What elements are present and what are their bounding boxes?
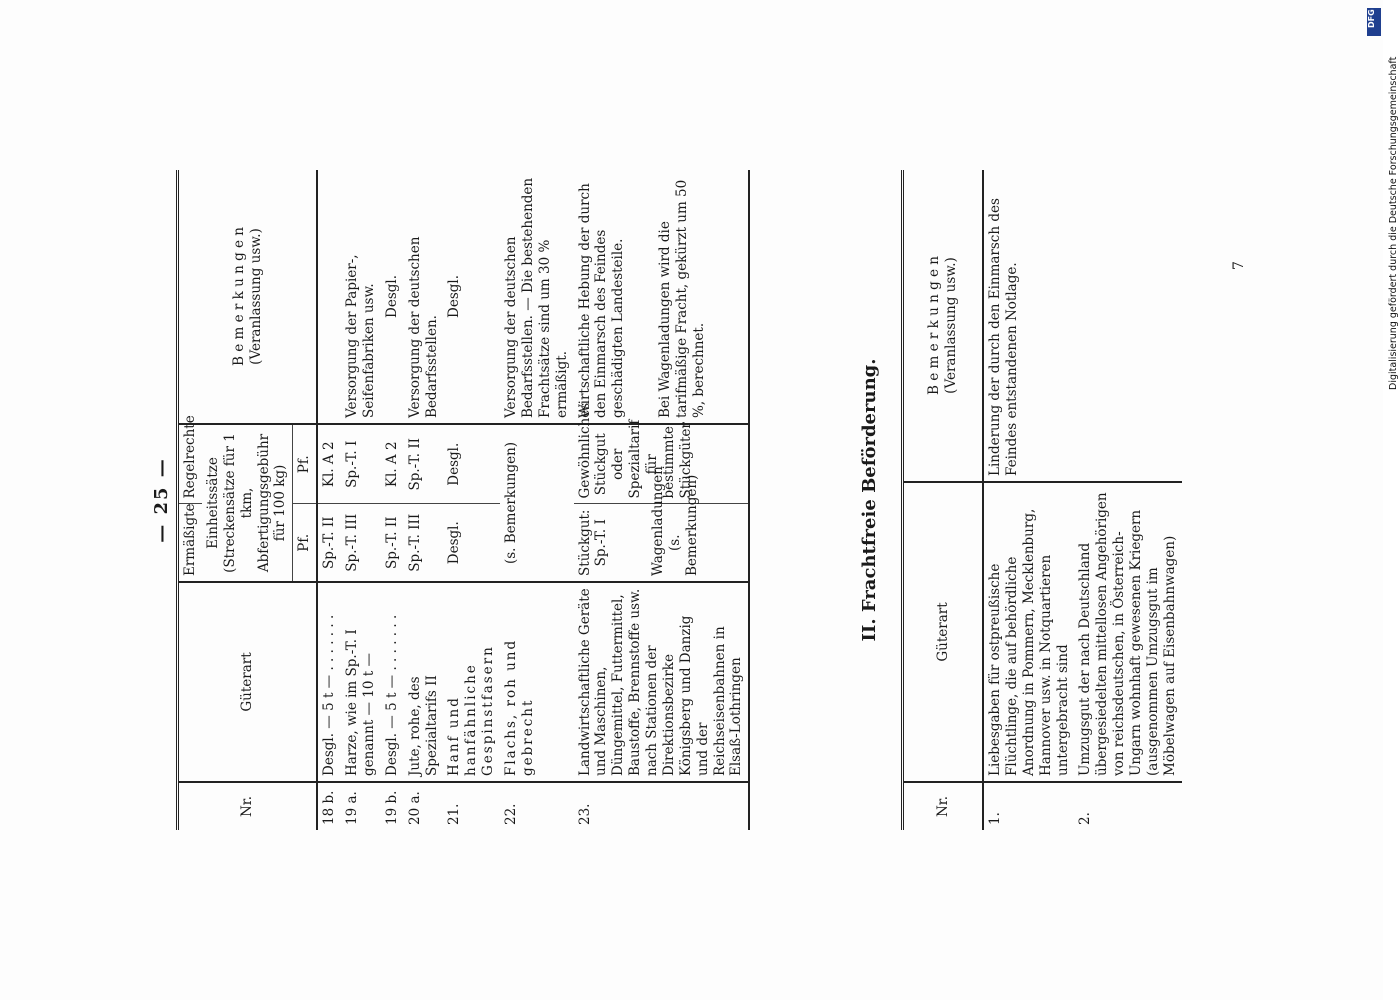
header-regelrechte: Regelrechte bbox=[178, 424, 202, 504]
row-nr: 1. bbox=[983, 782, 1074, 830]
row-guterart: Flachs, roh und gebrecht bbox=[500, 582, 574, 782]
table-row bbox=[1074, 170, 1181, 830]
header-bemerkungen-sub: (Veranlassung usw.) bbox=[943, 257, 959, 394]
row-guterart: Hanf und hanfähnliche Gespinstfasern bbox=[443, 582, 500, 782]
free-transport-table bbox=[901, 170, 1182, 830]
page-number: — 25 — bbox=[151, 457, 172, 543]
row-ermassigte: Sp.-T. II bbox=[381, 504, 404, 582]
header-bemerkungen bbox=[178, 170, 318, 424]
row-guterart: Desgl. — 5 t — . . . . . . . bbox=[381, 582, 404, 782]
row-ermassigte: Sp.-T. III bbox=[404, 504, 444, 582]
header-einheitssatze: Einheitssätze (Streckensätze für 1 tkm, Abfertigungsgebühr für 100 kg) bbox=[202, 424, 293, 582]
table-row bbox=[983, 170, 1074, 830]
header-pf-regelrechte: Pf. bbox=[293, 424, 317, 504]
row-regelrechte: Sp.-T. I bbox=[341, 424, 381, 504]
table-row bbox=[381, 170, 404, 830]
row-nr: 19 a. bbox=[341, 782, 381, 830]
row-bemerkungen: Desgl. bbox=[446, 275, 463, 318]
row-bemerkungen bbox=[574, 170, 750, 424]
row-bemerkungen bbox=[317, 170, 341, 424]
row-ermassigte: Desgl. bbox=[443, 504, 500, 582]
row-bemerkungen bbox=[1074, 170, 1181, 482]
row-ermassigte: Sp.-T. II bbox=[317, 504, 341, 582]
row-nr: 23. bbox=[574, 782, 750, 830]
row-guterart: Harze, wie im Sp.-T. I genannt — 10 t — bbox=[341, 582, 381, 782]
row-ermassigte: Sp.-T. III bbox=[341, 504, 381, 582]
digitization-credit: Digitalisierung gefördert durch die Deutsche Forschungsgemeinschaft bbox=[1388, 56, 1399, 390]
header-bemerkungen-title: B e m e r k u n g e n bbox=[230, 227, 247, 366]
row-ermassigte-stueckgut: Stückgut: Sp.-T. I bbox=[576, 509, 610, 576]
table-row bbox=[443, 170, 500, 830]
row-bemerkungen-a: Wirtschaftliche Hebung der durch den Einmarsch des Feindes geschädigten Landesteile. bbox=[576, 183, 627, 418]
row-nr: 18 b. bbox=[317, 782, 341, 830]
rotated-page-content bbox=[131, 170, 1251, 830]
row-nr: 21. bbox=[443, 782, 500, 830]
header-guterart: Güterart bbox=[178, 582, 318, 782]
row-nr: 2. bbox=[1074, 782, 1181, 830]
table-row bbox=[317, 170, 341, 830]
table-row bbox=[574, 170, 750, 830]
row-nr: 20 a. bbox=[404, 782, 444, 830]
row-bemerkungen: Versorgung der deutschen Bedarfsstellen. — Die bestehenden Frachtsätze sind um 30 % ermäßigt. bbox=[503, 177, 570, 418]
row-guterart: Liebesgaben für ostpreußische Flüchtlinge, die auf behördliche Anordnung in Pommern, Mecklenburg, Hannover usw. in Notquartieren untergebracht sind bbox=[983, 482, 1074, 782]
row-regelrechte: Gewöhnliches Stückgut oder Spezialtarif für bestimmte Stückgüter bbox=[574, 424, 750, 504]
row-regelrechte: Desgl. bbox=[443, 424, 500, 504]
table-row bbox=[404, 170, 444, 830]
header-nr: Nr. bbox=[903, 782, 984, 830]
header-nr: Nr. bbox=[178, 782, 318, 830]
header-bemerkungen-title: B e m e r k u n g e n bbox=[926, 256, 943, 395]
row-ermassigte bbox=[574, 466, 750, 582]
dfg-logo: DFG bbox=[1367, 8, 1381, 36]
header-guterart: Güterart bbox=[903, 482, 984, 782]
header-bemerkungen bbox=[903, 170, 984, 482]
table-row bbox=[341, 170, 381, 830]
header-bemerkungen-sub: (Veranlassung usw.) bbox=[247, 228, 264, 365]
freight-rates-table bbox=[176, 170, 750, 830]
section-title: II. Frachtfreie Beförderung. bbox=[859, 358, 880, 642]
row-nr: 22. bbox=[500, 782, 574, 830]
row-guterart: Umzugsgut der nach Deutschland übergesiedelten mittellosen Angehörigen von reichsdeutschen, in Österreich-Ungarn wohnhaft gewesenen Kriegern (ausgenommen Umzugsgut im Möbelwagen auf Eisenbahnwagen) bbox=[1074, 482, 1181, 782]
row-bemerkungen: Desgl. bbox=[383, 275, 400, 318]
margin-number: 7 bbox=[1231, 261, 1247, 270]
row-guterart: Jute, rohe, des Spezialtarifs II bbox=[404, 582, 444, 782]
row-nr: 19 b. bbox=[381, 782, 404, 830]
row-bemerkungen: Versorgung der deutschen Bedarfsstellen. bbox=[406, 236, 440, 418]
row-guterart: Landwirtschaftliche Geräte und Maschinen, Düngemittel, Futtermittel, Baustoffe, Brennstoffe usw. nach Stationen der Direktionsbezirke Königsberg und Danzig und der Reichseisenbahnen in Elsaß-Lothringen bbox=[574, 582, 750, 782]
row-ermassigte-wagenladungen: Wagenladungen (s. Bemerkungen) bbox=[650, 466, 700, 576]
header-pf-ermassigte: Pf. bbox=[293, 504, 317, 582]
row-guterart: Desgl. — 5 t — . . . . . . . bbox=[317, 582, 341, 782]
table-row bbox=[500, 170, 574, 830]
row-bemerkungen: Linderung der durch den Einmarsch des Feindes entstandenen Notlage. bbox=[987, 198, 1020, 476]
row-bemerkungen: Versorgung der Papier-, Seifenfabriken usw. bbox=[344, 254, 377, 418]
row-ermassigte: (s. Bemerkungen) bbox=[500, 424, 574, 582]
row-bemerkungen-b: Bei Wagenladungen wird die tarifmäßige Fracht, gekürzt um 50 %, berechnet. bbox=[657, 179, 707, 418]
row-regelrechte: Sp.-T. II bbox=[404, 424, 444, 504]
header-ermassigte: Ermäßigte bbox=[178, 504, 202, 582]
row-regelrechte: Kl. A 2 bbox=[381, 424, 404, 504]
row-regelrechte: Kl. A 2 bbox=[317, 424, 341, 504]
